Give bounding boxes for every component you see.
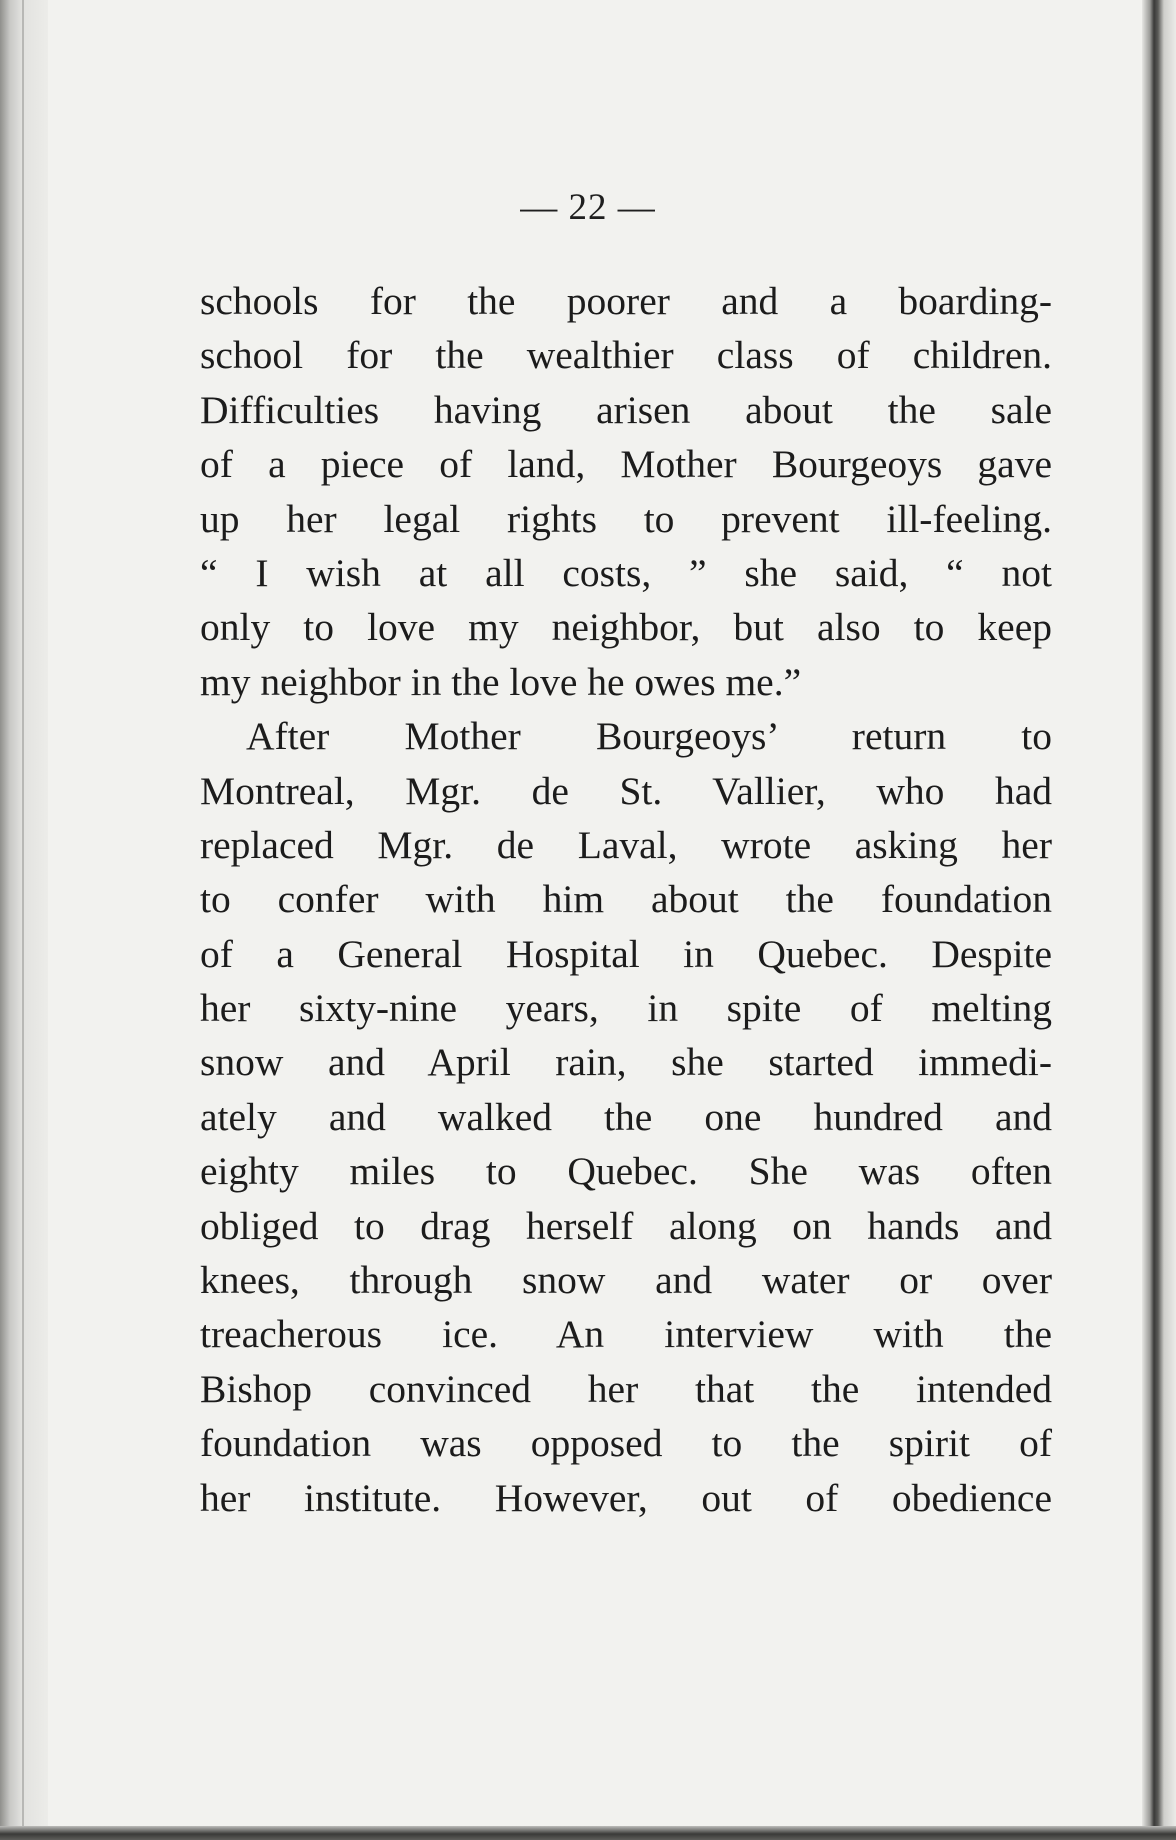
body-text — [200, 274, 1052, 1525]
text-line: Bishop convinced her that the intended — [200, 1366, 1052, 1411]
binding-gutter — [0, 0, 48, 1840]
text-line: foundation was opposed to the spirit of — [200, 1421, 1052, 1466]
text-line: to confer with him about the foundation — [200, 877, 1052, 922]
text-line: ately and walked the one hundred and — [200, 1094, 1052, 1139]
text-line: “ I wish at all costs, ” she said, “ not — [200, 550, 1052, 595]
binding-line — [22, 0, 24, 1840]
text-line: obliged to drag herself along on hands and — [200, 1203, 1052, 1248]
text-line: schools for the poorer and a boarding- — [200, 279, 1052, 323]
text-line: her institute. However, out of obedience — [200, 1475, 1052, 1520]
text-line: of a piece of land, Mother Bourgeoys gave — [200, 442, 1052, 487]
text-line: up her legal rights to prevent ill-feeling. — [200, 496, 1052, 541]
page-bottom-edge — [0, 1826, 1176, 1840]
page-right-edge — [1142, 0, 1176, 1840]
text-line: snow and April rain, she started immedi- — [200, 1040, 1052, 1085]
text-line: replaced Mgr. de Laval, wrote asking her — [200, 822, 1052, 867]
text-line: Montreal, Mgr. de St. Vallier, who had — [200, 768, 1052, 813]
text-line: eighty miles to Quebec. She was often — [200, 1149, 1052, 1194]
text-line: After Mother Bourgeoys’ return to — [246, 714, 1052, 759]
text-line: only to love my neighbor, but also to keep — [200, 605, 1052, 650]
text-line: of a General Hospital in Quebec. Despite — [200, 931, 1052, 976]
text-line: treacherous ice. An interview with the — [200, 1312, 1052, 1357]
text-line: knees, through snow and water or over — [200, 1258, 1052, 1303]
page-number: — 22 — — [520, 187, 656, 228]
text-line: Difficulties having arisen about the sale — [200, 387, 1052, 432]
text-line: school for the wealthier class of children. — [200, 333, 1052, 378]
text-line: her sixty-nine years, in spite of melting — [200, 986, 1052, 1031]
text-line: my neighbor in the love he owes me.” — [200, 659, 802, 704]
